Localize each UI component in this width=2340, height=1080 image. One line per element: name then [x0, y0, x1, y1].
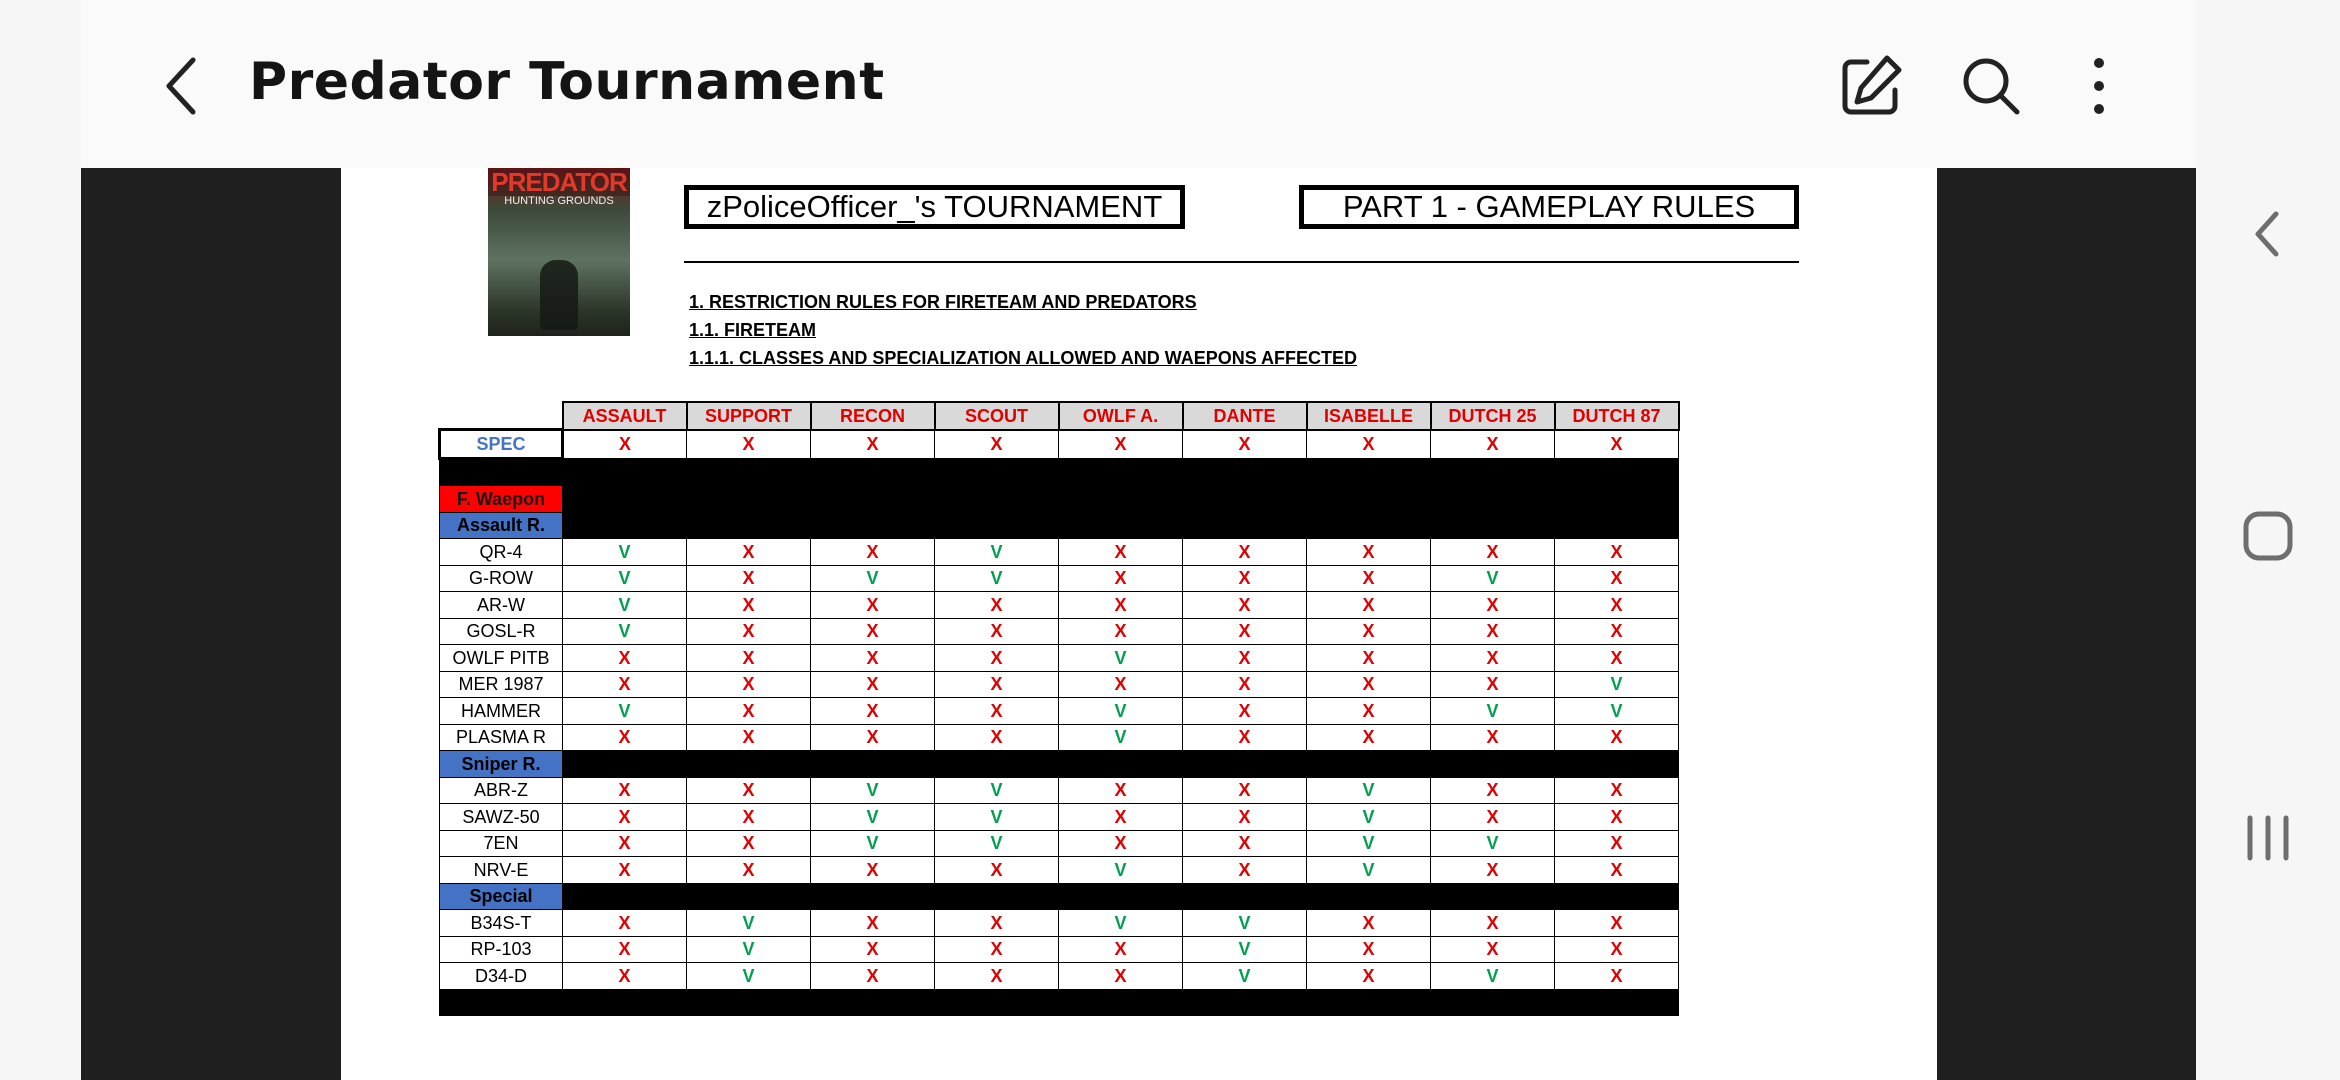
allowed-mark: V — [811, 565, 935, 592]
nav-back-icon — [2228, 194, 2308, 274]
restricted-mark: X — [811, 724, 935, 751]
tournament-title-box: zPoliceOfficer_'s TOURNAMENT — [684, 185, 1185, 229]
allowed-mark: V — [935, 804, 1059, 831]
section-heading: 1. RESTRICTION RULES FOR FIRETEAM AND PREDATORS — [689, 292, 1197, 312]
restricted-mark: X — [1555, 539, 1679, 566]
allowed-mark: V — [935, 830, 1059, 857]
table-row — [440, 539, 1679, 566]
restricted-mark: X — [1307, 724, 1431, 751]
system-nav-bar — [2196, 0, 2340, 1080]
restricted-mark: X — [1431, 539, 1555, 566]
table-row — [440, 724, 1679, 751]
weapon-name: RP-103 — [440, 936, 563, 963]
allowed-mark: V — [1555, 671, 1679, 698]
restricted-mark: X — [1059, 804, 1183, 831]
restricted-mark: X — [1183, 565, 1307, 592]
restricted-mark: X — [1555, 910, 1679, 937]
restricted-mark: X — [687, 804, 811, 831]
restricted-mark: X — [1555, 618, 1679, 645]
search-icon — [1951, 46, 2031, 126]
restricted-mark: X — [687, 618, 811, 645]
document-page — [341, 168, 1937, 1080]
restricted-mark: X — [1307, 698, 1431, 725]
weapon-name: 7EN — [440, 830, 563, 857]
restricted-mark: X — [1555, 857, 1679, 884]
allowed-mark: V — [1183, 936, 1307, 963]
allowed-mark: V — [1431, 698, 1555, 725]
allowed-mark: V — [1183, 963, 1307, 990]
weapon-name: QR-4 — [440, 539, 563, 566]
restricted-mark: X — [1059, 539, 1183, 566]
weapon-name: D34-D — [440, 963, 563, 990]
restricted-mark: X — [563, 830, 687, 857]
restricted-mark: X — [1431, 777, 1555, 804]
subsection-heading: 1.1. FIRETEAM — [689, 320, 817, 340]
restricted-mark: X — [1059, 777, 1183, 804]
restricted-mark: X — [1183, 592, 1307, 619]
restricted-mark: X — [1183, 430, 1307, 459]
restricted-mark: X — [1431, 645, 1555, 672]
restricted-mark: X — [935, 857, 1059, 884]
allowed-mark: V — [1059, 645, 1183, 672]
table-row — [440, 910, 1679, 937]
restricted-mark: X — [1555, 936, 1679, 963]
allowed-mark: V — [1431, 565, 1555, 592]
restricted-mark: X — [1431, 592, 1555, 619]
game-poster — [488, 168, 630, 336]
restricted-mark: X — [563, 936, 687, 963]
restricted-mark: X — [1059, 936, 1183, 963]
restricted-mark: X — [1431, 804, 1555, 831]
chevron-left-icon — [147, 46, 227, 126]
restricted-mark: X — [1307, 910, 1431, 937]
back-button[interactable] — [147, 46, 227, 126]
allowed-mark: V — [1183, 910, 1307, 937]
blank-band — [563, 751, 1679, 778]
nav-recents-button[interactable] — [2228, 798, 2308, 878]
document-viewer[interactable] — [81, 168, 2196, 1080]
restricted-mark: X — [1183, 645, 1307, 672]
restricted-mark: X — [1307, 592, 1431, 619]
poster-figure — [540, 260, 578, 330]
allowed-mark: V — [935, 565, 1059, 592]
allowed-mark: V — [1059, 910, 1183, 937]
restriction-table — [438, 401, 1680, 1016]
restricted-mark: X — [563, 857, 687, 884]
allowed-mark: V — [1307, 857, 1431, 884]
restricted-mark: X — [687, 592, 811, 619]
category-label: F. Waepon — [440, 486, 563, 513]
allowed-mark: V — [563, 539, 687, 566]
restricted-mark: X — [687, 830, 811, 857]
table-row — [440, 565, 1679, 592]
restricted-mark: X — [1183, 724, 1307, 751]
restricted-mark: X — [1431, 618, 1555, 645]
allowed-mark: V — [811, 777, 935, 804]
restricted-mark: X — [1183, 804, 1307, 831]
restricted-mark: X — [1183, 857, 1307, 884]
table-row — [440, 777, 1679, 804]
blank-cell — [440, 989, 563, 1016]
column-header: SUPPORT — [687, 402, 811, 430]
allowed-mark: V — [1059, 724, 1183, 751]
column-header: SCOUT — [935, 402, 1059, 430]
restricted-mark: X — [1059, 565, 1183, 592]
poster-subtitle: HUNTING GROUNDS — [504, 195, 614, 207]
more-options-button[interactable] — [2059, 46, 2139, 126]
allowed-mark: V — [563, 592, 687, 619]
restricted-mark: X — [1059, 430, 1183, 459]
restricted-mark: X — [935, 671, 1059, 698]
restricted-mark: X — [1307, 539, 1431, 566]
restricted-mark: X — [935, 936, 1059, 963]
restricted-mark: X — [811, 910, 935, 937]
weapon-name: GOSL-R — [440, 618, 563, 645]
restricted-mark: X — [563, 671, 687, 698]
restricted-mark: X — [811, 592, 935, 619]
search-button[interactable] — [1951, 46, 2031, 126]
allowed-mark: V — [935, 539, 1059, 566]
more-vertical-icon — [2059, 46, 2139, 126]
restricted-mark: X — [1307, 430, 1431, 459]
nav-recents-icon — [2228, 798, 2308, 878]
restricted-mark: X — [1307, 645, 1431, 672]
table-row — [440, 751, 1679, 778]
table-row — [440, 618, 1679, 645]
allowed-mark: V — [1307, 777, 1431, 804]
table-row — [440, 936, 1679, 963]
table-row — [440, 883, 1679, 910]
restricted-mark: X — [1555, 804, 1679, 831]
restricted-mark: X — [1059, 963, 1183, 990]
column-header: DUTCH 87 — [1555, 402, 1679, 430]
page-title: Predator Tournament — [249, 52, 885, 112]
nav-home-button[interactable] — [2228, 496, 2308, 576]
restricted-mark: X — [563, 910, 687, 937]
blank-band — [563, 989, 1679, 1016]
column-header: DANTE — [1183, 402, 1307, 430]
restricted-mark: X — [563, 804, 687, 831]
blank-band — [563, 512, 1679, 539]
allowed-mark: V — [563, 618, 687, 645]
category-label: Assault R. — [440, 512, 563, 539]
table-row — [440, 486, 1679, 513]
restricted-mark: X — [935, 645, 1059, 672]
restricted-mark: X — [1555, 592, 1679, 619]
restricted-mark: X — [1183, 671, 1307, 698]
restricted-mark: X — [563, 724, 687, 751]
restricted-mark: X — [563, 430, 687, 459]
restricted-mark: X — [563, 645, 687, 672]
restricted-mark: X — [1555, 724, 1679, 751]
weapon-name: SAWZ-50 — [440, 804, 563, 831]
app-header — [81, 0, 2196, 169]
restricted-mark: X — [1307, 618, 1431, 645]
column-header: ASSAULT — [563, 402, 687, 430]
allowed-mark: V — [811, 804, 935, 831]
allowed-mark: V — [687, 963, 811, 990]
restricted-mark: X — [1059, 618, 1183, 645]
weapon-name: ABR-Z — [440, 777, 563, 804]
blank-band — [563, 883, 1679, 910]
restricted-mark: X — [1183, 618, 1307, 645]
column-header: RECON — [811, 402, 935, 430]
table-row — [440, 857, 1679, 884]
category-label: Special — [440, 883, 563, 910]
restricted-mark: X — [935, 910, 1059, 937]
table-row — [440, 830, 1679, 857]
blank-band — [563, 458, 1679, 486]
table-row — [440, 963, 1679, 990]
restricted-mark: X — [563, 777, 687, 804]
restricted-mark: X — [935, 618, 1059, 645]
allowed-mark: V — [1059, 698, 1183, 725]
allowed-mark: V — [1307, 804, 1431, 831]
weapon-name: MER 1987 — [440, 671, 563, 698]
category-label: Sniper R. — [440, 751, 563, 778]
weapon-name: HAMMER — [440, 698, 563, 725]
restricted-mark: X — [935, 724, 1059, 751]
allowed-mark: V — [1431, 830, 1555, 857]
table-row — [440, 592, 1679, 619]
restricted-mark: X — [1431, 724, 1555, 751]
restricted-mark: X — [811, 698, 935, 725]
table-row — [440, 430, 1679, 459]
restricted-mark: X — [1431, 430, 1555, 459]
allowed-mark: V — [1555, 698, 1679, 725]
restricted-mark: X — [1183, 777, 1307, 804]
restricted-mark: X — [1431, 857, 1555, 884]
part-title-box: PART 1 - GAMEPLAY RULES — [1299, 185, 1799, 229]
restricted-mark: X — [1307, 671, 1431, 698]
table-row — [440, 671, 1679, 698]
restricted-mark: X — [811, 963, 935, 990]
edit-button[interactable] — [1831, 46, 1911, 126]
restricted-mark: X — [811, 671, 935, 698]
restricted-mark: X — [935, 592, 1059, 619]
allowed-mark: V — [1307, 830, 1431, 857]
restricted-mark: X — [1307, 936, 1431, 963]
weapon-name: G-ROW — [440, 565, 563, 592]
restricted-mark: X — [1555, 430, 1679, 459]
poster-logo: PREDATOR — [488, 168, 630, 196]
restricted-mark: X — [687, 565, 811, 592]
table-header-row — [440, 402, 1679, 430]
allowed-mark: V — [563, 698, 687, 725]
column-header: ISABELLE — [1307, 402, 1431, 430]
restricted-mark: X — [811, 618, 935, 645]
table-row — [440, 804, 1679, 831]
restricted-mark: X — [935, 698, 1059, 725]
allowed-mark: V — [935, 777, 1059, 804]
restricted-mark: X — [811, 857, 935, 884]
subsubsection-heading: 1.1.1. CLASSES AND SPECIALIZATION ALLOWED AND WAEPONS AFFECTED — [689, 348, 1358, 368]
left-edge — [0, 0, 81, 1080]
restricted-mark: X — [1183, 539, 1307, 566]
weapon-name: B34S-T — [440, 910, 563, 937]
table-row — [440, 512, 1679, 539]
restricted-mark: X — [1307, 565, 1431, 592]
spec-label: SPEC — [440, 430, 563, 459]
restricted-mark: X — [935, 430, 1059, 459]
restricted-mark: X — [563, 963, 687, 990]
allowed-mark: V — [1059, 857, 1183, 884]
restricted-mark: X — [811, 645, 935, 672]
restricted-mark: X — [1431, 910, 1555, 937]
restricted-mark: X — [1555, 963, 1679, 990]
restricted-mark: X — [687, 430, 811, 459]
blank-cell — [440, 458, 563, 486]
weapon-name: AR-W — [440, 592, 563, 619]
restricted-mark: X — [1555, 565, 1679, 592]
table-row — [440, 458, 1679, 486]
restricted-mark: X — [687, 671, 811, 698]
blank-band — [563, 486, 1679, 513]
restricted-mark: X — [1307, 963, 1431, 990]
restricted-mark: X — [687, 857, 811, 884]
weapon-name: OWLF PITB — [440, 645, 563, 672]
table-row — [440, 645, 1679, 672]
restricted-mark: X — [687, 724, 811, 751]
restricted-mark: X — [1555, 645, 1679, 672]
column-header: OWLF A. — [1059, 402, 1183, 430]
restricted-mark: X — [1059, 592, 1183, 619]
restricted-mark: X — [811, 936, 935, 963]
restricted-mark: X — [1059, 830, 1183, 857]
restricted-mark: X — [1059, 671, 1183, 698]
restricted-mark: X — [687, 698, 811, 725]
table-corner — [440, 402, 563, 430]
restricted-mark: X — [1431, 671, 1555, 698]
restricted-mark: X — [935, 963, 1059, 990]
restricted-mark: X — [687, 539, 811, 566]
nav-home-icon — [2228, 496, 2308, 576]
allowed-mark: V — [563, 565, 687, 592]
table-body — [440, 430, 1679, 1016]
allowed-mark: V — [811, 830, 935, 857]
table-row — [440, 698, 1679, 725]
restricted-mark: X — [687, 645, 811, 672]
column-header: DUTCH 25 — [1431, 402, 1555, 430]
restricted-mark: X — [1555, 777, 1679, 804]
allowed-mark: V — [687, 936, 811, 963]
restricted-mark: X — [811, 430, 935, 459]
nav-back-button[interactable] — [2228, 194, 2308, 274]
restricted-mark: X — [1555, 830, 1679, 857]
restricted-mark: X — [1183, 830, 1307, 857]
edit-icon — [1831, 46, 1911, 126]
restricted-mark: X — [1431, 936, 1555, 963]
table-row — [440, 989, 1679, 1016]
allowed-mark: V — [687, 910, 811, 937]
weapon-name: PLASMA R — [440, 724, 563, 751]
weapon-name: NRV-E — [440, 857, 563, 884]
restricted-mark: X — [687, 777, 811, 804]
restricted-mark: X — [1183, 698, 1307, 725]
allowed-mark: V — [1431, 963, 1555, 990]
restricted-mark: X — [811, 539, 935, 566]
divider — [684, 261, 1799, 263]
